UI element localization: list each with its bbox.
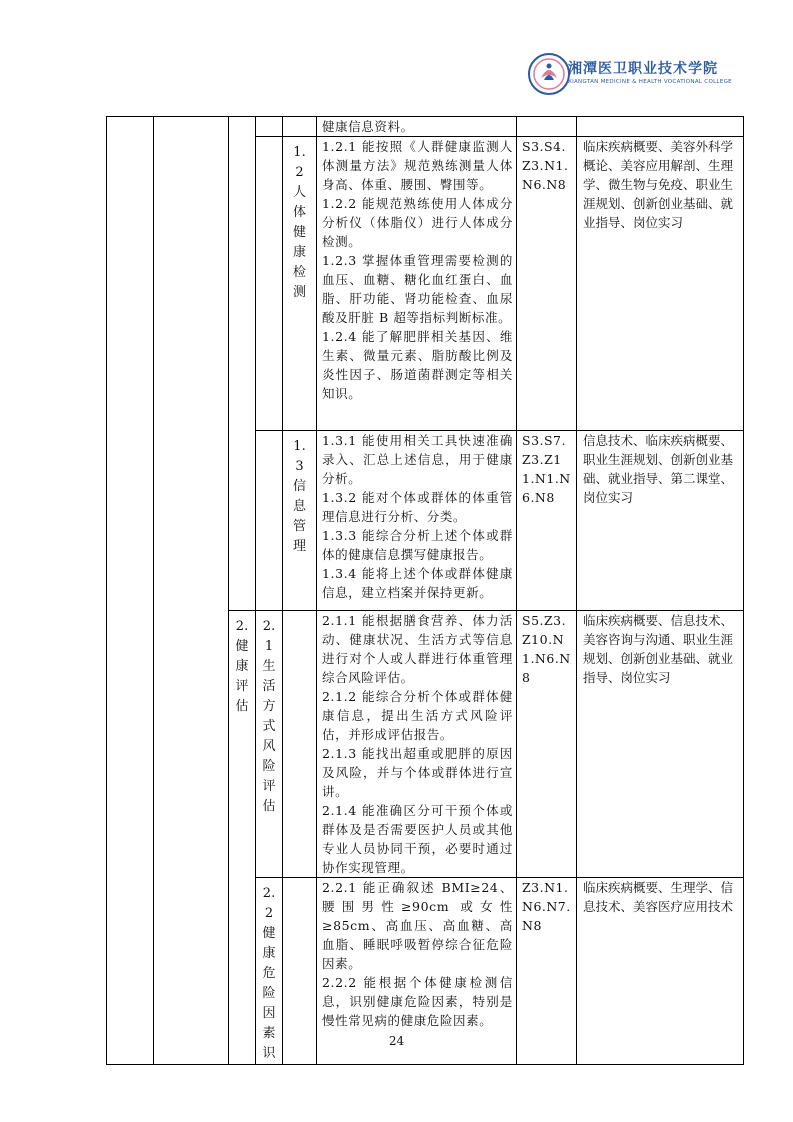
blank-cell bbox=[517, 117, 577, 137]
blank-cell bbox=[577, 117, 744, 137]
section-num: 2.1 bbox=[262, 619, 276, 654]
ability-list bbox=[317, 611, 517, 878]
ability-item: 1.3.1 能使用相关工具快速准确录入、汇总上述信息，用于健康分析。 bbox=[322, 433, 513, 486]
table-row bbox=[107, 117, 744, 137]
ability-item: 1.3.4 能将上述个体或群体健康信息，建立档案并保持更新。 bbox=[322, 566, 513, 600]
ability-item: 1.2.3 掌握体重管理需要检测的血压、血糖、糖化血红蛋白、血脂、肝功能、肾功能检查、血尿酸及肝脏 B 超等指标判断标准。 bbox=[322, 253, 513, 325]
section-2-title bbox=[229, 611, 256, 1065]
ability-item: 2.1.2 能综合分析个体或群体健康信息，提出生活方式风险评估，并形成评估报告。 bbox=[322, 689, 513, 742]
carry-text: 健康信息资料。 bbox=[317, 117, 517, 137]
course-cell: 临床疾病概要、信息技术、美容咨询与沟通、职业生涯规划、创新创业基础、就业指导、岗位实习 bbox=[577, 611, 744, 878]
course-cell: 信息技术、临床疾病概要、职业生涯规划、创新创业基础、就业指导、第二课堂、岗位实习 bbox=[577, 431, 744, 611]
section-num: 2. bbox=[235, 619, 249, 634]
section-title: 健康危险因素识 bbox=[262, 926, 276, 1061]
section-1-3-title bbox=[283, 431, 317, 611]
blank-cell bbox=[107, 117, 154, 1065]
section-title: 健康评估 bbox=[235, 639, 249, 714]
page-number: 24 bbox=[388, 1034, 405, 1048]
ability-item: 2.1.4 能准确区分可干预个体或群体及是否需要医护人员或其他专业人员协同干预，必要时通过协作实现管理。 bbox=[322, 803, 513, 875]
section-title: 信息管理 bbox=[293, 479, 307, 554]
curriculum-table bbox=[106, 116, 744, 1065]
ability-list bbox=[317, 137, 517, 431]
blank-cell bbox=[283, 117, 317, 137]
ability-item: 1.2.1 能按照《人群健康监测人体测量方法》规范熟练测量人体身高、体重、腰围、臀围等。 bbox=[322, 139, 513, 192]
course-cell: 临床疾病概要、美容外科学概论、美容应用解剖、生理学、微生物与免疫、职业生涯规划、创新创业基础、就业指导、岗位实习 bbox=[577, 137, 744, 431]
ability-item: 1.3.2 能对个体或群体的体重管理信息进行分析、分类。 bbox=[322, 490, 513, 524]
ability-item: 1.2.4 能了解肥胖相关基因、维生素、微量元素、脂肪酸比例及炎性因子、肠道菌群测定等相关知识。 bbox=[322, 329, 513, 401]
ability-item: 1.3.3 能综合分析上述个体或群体的健康信息撰写健康报告。 bbox=[322, 528, 513, 562]
ability-item: 1.2.2 能规范熟练使用人体成分分析仪（体脂仪）进行人体成分检测。 bbox=[322, 196, 513, 249]
code-cell: S3.S7.Z3.Z11.N1.N6.N8 bbox=[517, 431, 577, 611]
blank-cell bbox=[229, 117, 256, 611]
blank-cell bbox=[256, 431, 283, 611]
code-cell: S3.S4.Z3.N1.N6.N8 bbox=[517, 137, 577, 431]
school-name: 湘潭医卫职业技术学院 bbox=[568, 61, 718, 77]
course-cell: 临床疾病概要、生理学、信息技术、美容医疗应用技术 bbox=[577, 878, 744, 1065]
section-2-1-title bbox=[256, 611, 283, 878]
ability-item: 2.1.1 能根据膳食营养、体力活动、健康状况、生活方式等信息进行对个人或人群进行体重管理综合风险评估。 bbox=[322, 613, 513, 685]
code-cell: Z3.N1.N6.N7.N8 bbox=[517, 878, 577, 1065]
blank-cell bbox=[154, 117, 229, 1065]
ability-item: 2.2.1 能正确叙述 BMI≥24、腰围男性≥90cm 或女性≥85cm、高血压、高血糖、高血脂、睡眠呼吸暂停综合征危险因素。 bbox=[322, 880, 513, 971]
school-name-en: XIANGTAN MEDICINE & HEALTH VOCATIONAL COLLEGE bbox=[568, 79, 732, 85]
section-num: 1.2 bbox=[293, 145, 306, 180]
section-title: 生活方式风险评估 bbox=[262, 659, 276, 814]
section-title: 人体健康检测 bbox=[293, 185, 307, 300]
section-num: 2.2 bbox=[262, 886, 276, 921]
ability-item: 2.1.3 能找出超重或肥胖的原因及风险，并与个体或群体进行宣讲。 bbox=[322, 746, 513, 799]
section-1-2-title bbox=[283, 137, 317, 431]
blank-cell bbox=[256, 117, 283, 137]
blank-cell bbox=[283, 611, 317, 878]
blank-cell bbox=[256, 137, 283, 431]
ability-list bbox=[317, 431, 517, 611]
code-cell: S5.Z3.Z10.N1.N6.N8 bbox=[517, 611, 577, 878]
section-num: 1.3 bbox=[293, 439, 306, 474]
ability-item: 2.2.2 能根据个体健康检测信息，识别健康危险因素，特别是慢性常见病的健康危险因素。 bbox=[322, 975, 513, 1028]
